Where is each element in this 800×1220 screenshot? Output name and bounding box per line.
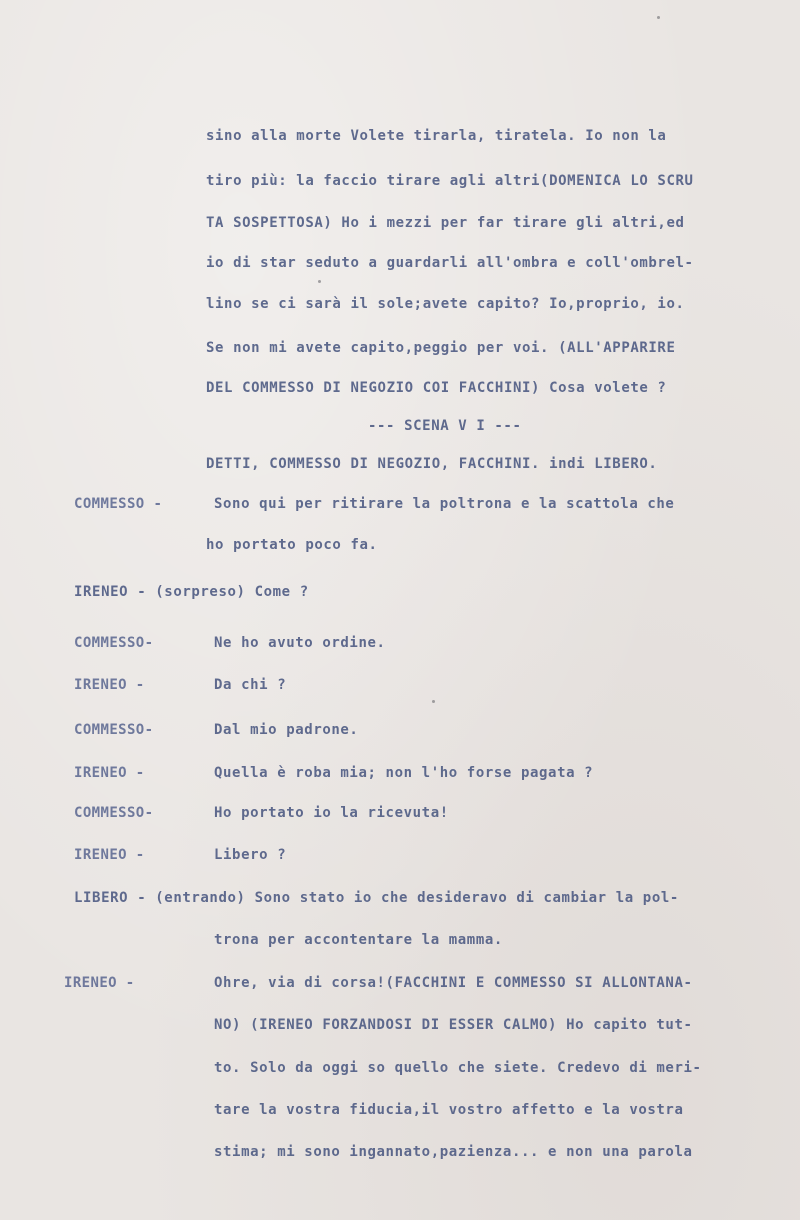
speaker-label: COMMESSO - [74,496,163,512]
dialogue-line: Da chi ? [214,677,287,693]
dialogue-line: Dal mio padrone. [214,722,359,738]
speaker-label: IRENEO - [64,975,135,991]
text-line: DEL COMMESSO DI NEGOZIO COI FACCHINI) Cosa volete ? [206,380,667,396]
speaker-label: COMMESSO- [74,635,154,651]
paper-speck [318,280,321,283]
speaker-label: COMMESSO- [74,722,154,738]
dialogue-line: Ho portato io la ricevuta! [214,805,449,821]
dialogue-line: ho portato poco fa. [206,537,378,553]
dialogue-line: trona per accontentare la mamma. [214,932,503,948]
speaker-label: COMMESSO- [74,805,154,821]
dialogue-line: Ne ho avuto ordine. [214,635,386,651]
dialogue-line: NO) (IRENEO FORZANDOSI DI ESSER CALMO) Ho capito tut- [214,1017,693,1033]
scene-heading: --- SCENA V I --- [368,418,522,434]
dialogue-line: Ohre, via di corsa!(FACCHINI E COMMESSO SI ALLONTANA- [214,975,693,991]
dialogue-line: IRENEO - (sorpreso) Come ? [74,584,309,600]
speaker-label: IRENEO - [74,765,145,781]
paper-speck [432,700,435,703]
text-line: io di star seduto a guardarli all'ombra e coll'ombrel- [206,255,694,271]
text-line: tiro più: la faccio tirare agli altri(DOMENICA LO SCRU [206,173,694,189]
text-line: lino se ci sarà il sole;avete capito? Io,proprio, io. [206,296,685,312]
dialogue-line: LIBERO - (entrando) Sono stato io che desideravo di cambiar la pol- [74,890,679,906]
dialogue-line: Sono qui per ritirare la poltrona e la scattola che [214,496,675,512]
dialogue-line: tare la vostra fiducia,il vostro affetto e la vostra [214,1102,684,1118]
text-line: sino alla morte Volete tirarla, tiratela. Io non la [206,128,667,144]
text-line: Se non mi avete capito,peggio per voi. (ALL'APPARIRE [206,340,676,356]
text-line: TA SOSPETTOSA) Ho i mezzi per far tirare gli altri,ed [206,215,685,231]
paper-speck [657,16,660,19]
speaker-label: IRENEO - [74,677,145,693]
dialogue-line: stima; mi sono ingannato,pazienza... e non una parola [214,1144,693,1160]
dialogue-line: Libero ? [214,847,287,863]
dialogue-line: Quella è roba mia; non l'ho forse pagata ? [214,765,594,781]
speaker-label: IRENEO - [74,847,145,863]
stage-direction: DETTI, COMMESSO DI NEGOZIO, FACCHINI. indi LIBERO. [206,456,658,472]
dialogue-line: to. Solo da oggi so quello che siete. Credevo di meri- [214,1060,702,1076]
